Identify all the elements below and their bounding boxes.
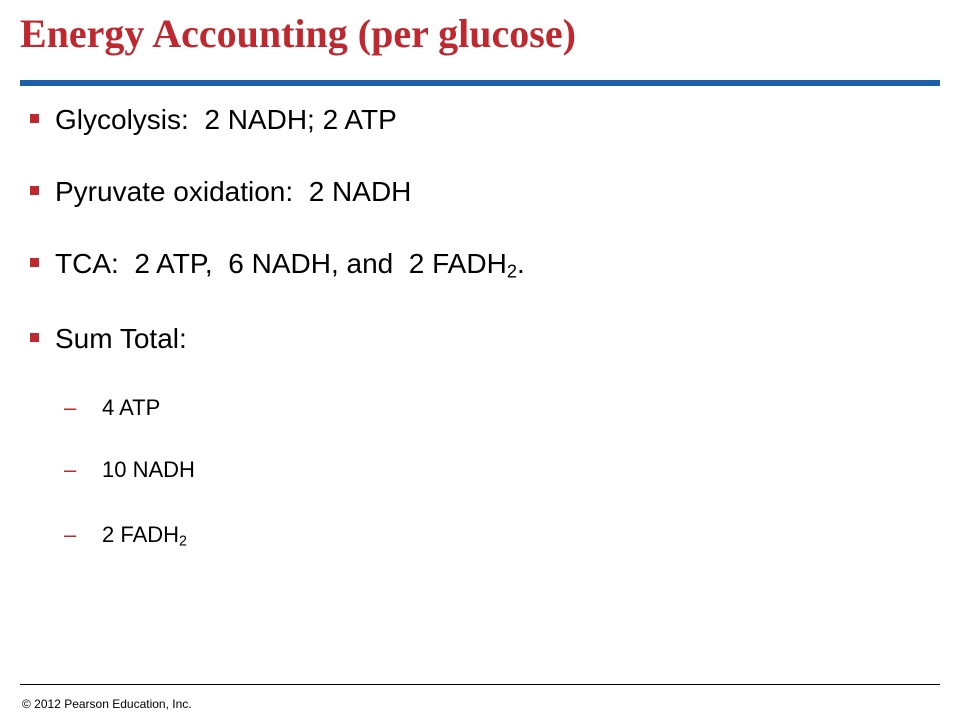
sub-bullet-text: 4 ATP <box>102 395 161 420</box>
bullet-text-main: TCA: 2 ATP, 6 NADH, and 2 FADH <box>55 248 507 279</box>
bullet-text: Pyruvate oxidation: 2 NADH <box>55 176 412 207</box>
bullet-tca <box>30 247 525 284</box>
subscript: 2 <box>179 533 187 550</box>
square-bullet-icon <box>30 250 55 284</box>
sub-bullet-text: 10 NADH <box>102 457 195 482</box>
bullet-text: Glycolysis: 2 NADH; 2 ATP <box>55 104 397 135</box>
square-bullet-icon <box>30 106 55 140</box>
footer-divider <box>20 684 940 685</box>
square-bullet-icon <box>30 325 55 359</box>
dash-bullet-icon: – <box>64 522 77 547</box>
square-bullet-icon <box>30 178 55 212</box>
sub-bullet-fadh2 <box>64 521 187 549</box>
bullet-text: Sum Total: <box>55 323 187 354</box>
bullet-text-end: . <box>516 248 525 279</box>
bullet-glycolysis <box>30 103 397 140</box>
copyright-notice: © 2012 Pearson Education, Inc. <box>22 697 192 711</box>
dash-bullet-icon: – <box>64 457 77 482</box>
dash-bullet-icon: – <box>64 395 77 420</box>
bullet-sum-total <box>30 322 187 359</box>
bullet-pyruvate-oxidation <box>30 175 411 212</box>
slide-title: Energy Accounting (per glucose) <box>20 11 576 56</box>
sub-bullet-nadh <box>64 456 195 484</box>
sub-bullet-text <box>102 521 187 549</box>
sub-bullet-atp <box>64 394 160 422</box>
sub-bullet-text-main: 2 FADH <box>102 522 180 547</box>
subscript: 2 <box>506 261 517 282</box>
bullet-text <box>55 247 525 281</box>
